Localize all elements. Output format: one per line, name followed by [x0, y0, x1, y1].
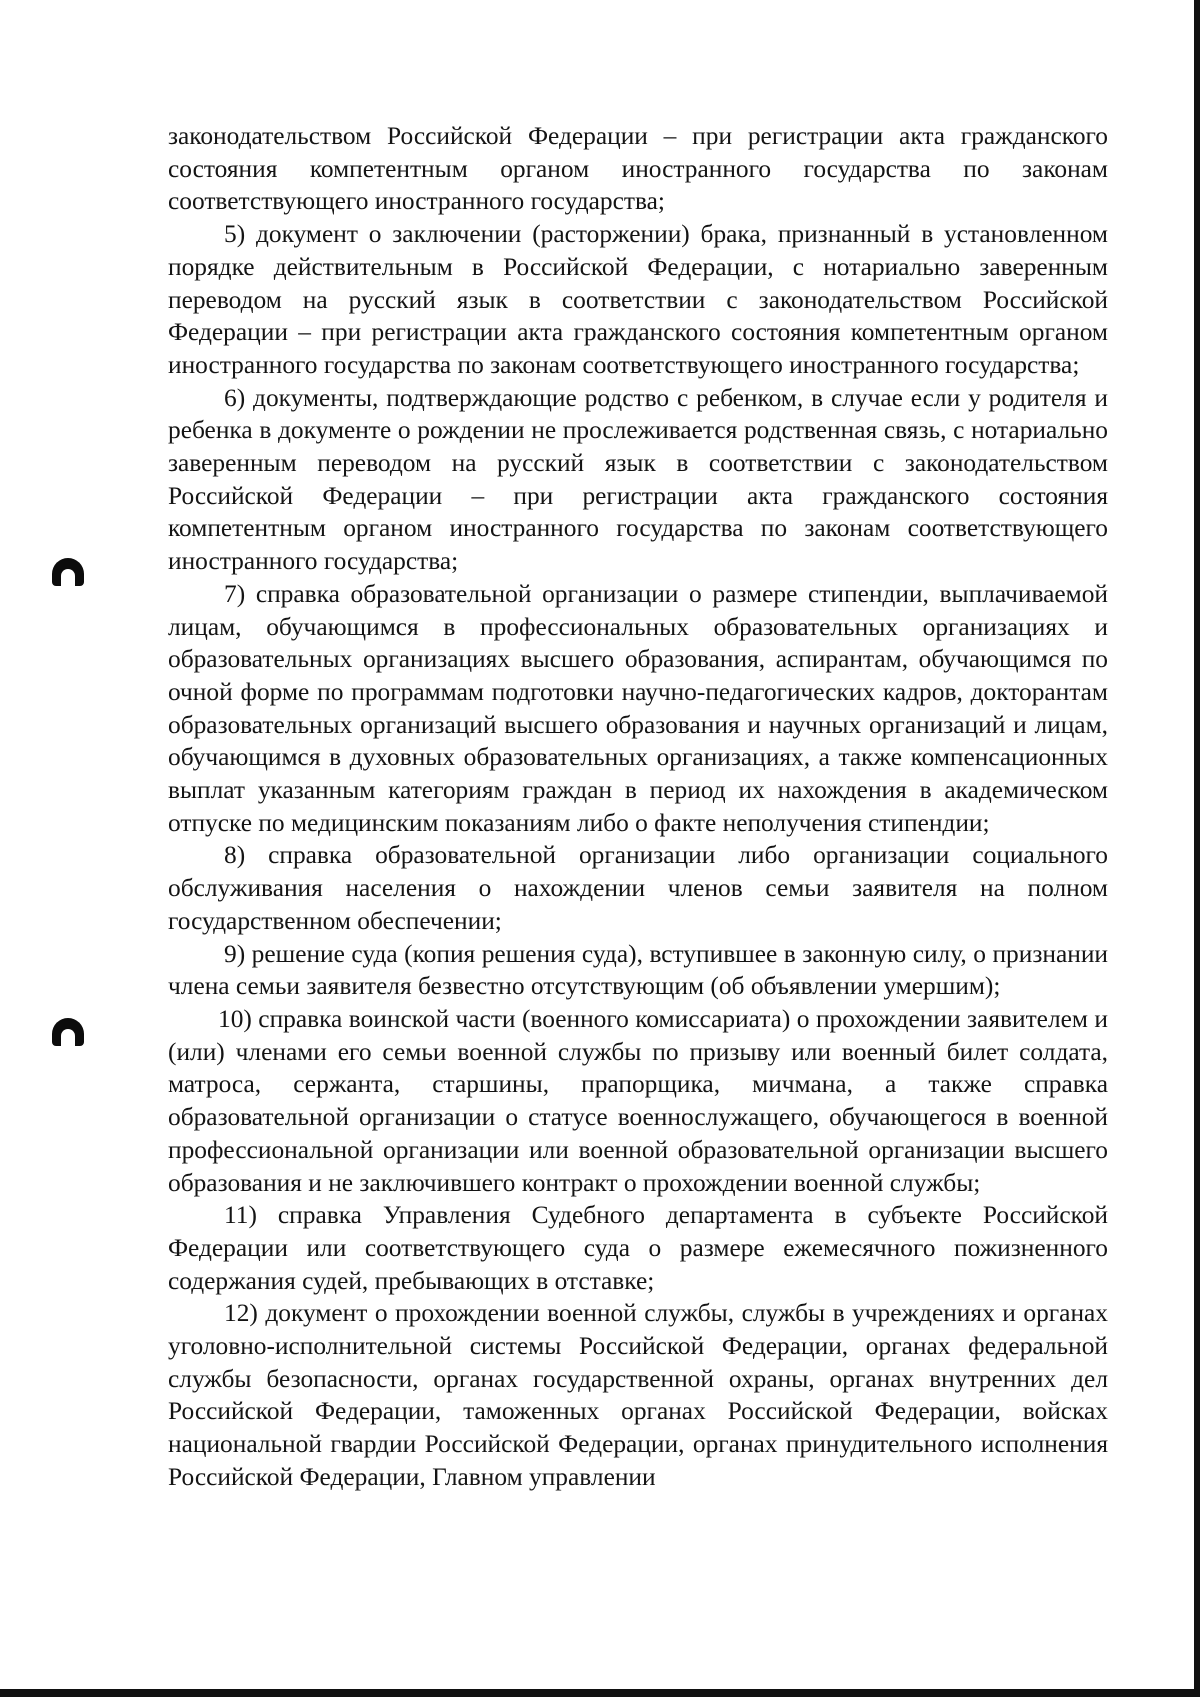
paragraph-item-11: 11) справка Управления Судебного департамента в субъекте Российской Федерации или соответствующего суда о размере ежемесячного пожизненного содержания судей, пребывающих в отставке;: [168, 1201, 1108, 1295]
paragraph-continuation: законодательством Российской Федерации – при регистрации акта гражданского состояния компетентным органом иностранного государства по законам соответствующего иностранного государства;: [168, 122, 1108, 216]
paragraph-item-5: 5) документ о заключении (расторжении) брака, признанный в установленном порядке действительным в Российской Федерации, с нотариально заверенным переводом на русский язык в соответствии с законодательством Российской Федерации – при регистрации акта гражданского состояния компетентным органом иностранного государства по законам соответствующего иностранного государства;: [168, 220, 1108, 379]
document-body: [168, 120, 1108, 1494]
paragraph-item-6: 6) документы, подтверждающие родство с ребенком, в случае если у родителя и ребенка в документе о рождении не прослеживается родственная связь, с нотариально заверенным переводом на русский язык в соответствии с законодательством Российской Федерации – при регистрации акта гражданского состояния компетентным органом иностранного государства по законам соответствующего иностранного государства;: [168, 383, 1108, 576]
paragraph-item-12: 12) документ о прохождении военной службы, службы в учреждениях и органах уголовно-исполнительной системы Российской Федерации, органах федеральной службы безопасности, органах государственной охраны, органах внутренних дел Российской Федерации, таможенных органах Российской Федерации, войсках национальной гвардии Российской Федерации, органах принудительного исполнения Российской Федерации, Главном управлении: [168, 1299, 1108, 1491]
paragraph-item-7: 7) справка образовательной организации о размере стипендии, выплачиваемой лицам, обучающимся в профессиональных образовательных организациях и образовательных организациях высшего образования, аспирантам, обучающимся по очной форме по программам подготовки научно-педагогических кадров, докторантам образовательных организаций высшего образования и научных организаций и лицам, обучающимся в духовных образовательных организациях, а также компенсационных выплат указанным категориям граждан в период их нахождения в академическом отпуске по медицинским показаниям либо о факте неполучения стипендии;: [168, 579, 1108, 837]
scan-edge-right: [1194, 0, 1200, 1697]
paragraph-item-10: 10) справка воинской части (военного комиссариата) о прохождении заявителем и (или) членами его семьи военной службы по призыву или военный билет солдата, матроса, сержанта, старшины, прапорщика, мичмана, а также справка образовательной организации о статусе военнослужащего, обучающегося в военной профессиональной организации или военной образовательной организации высшего образования и не заключившего контракт о прохождении военной службы;: [168, 1004, 1108, 1197]
punch-hole-mark: [52, 558, 84, 586]
paragraph-item-8: 8) справка образовательной организации либо организации социального обслуживания населения о нахождении членов семьи заявителя на полном государственном обеспечении;: [168, 841, 1108, 935]
scan-edge-bottom: [0, 1689, 1200, 1697]
paragraph-item-9: 9) решение суда (копия решения суда), вступившее в законную силу, о признании члена семьи заявителя безвестно отсутствующим (об объявлении умершим);: [168, 939, 1108, 1001]
punch-hole-mark: [52, 1018, 84, 1046]
